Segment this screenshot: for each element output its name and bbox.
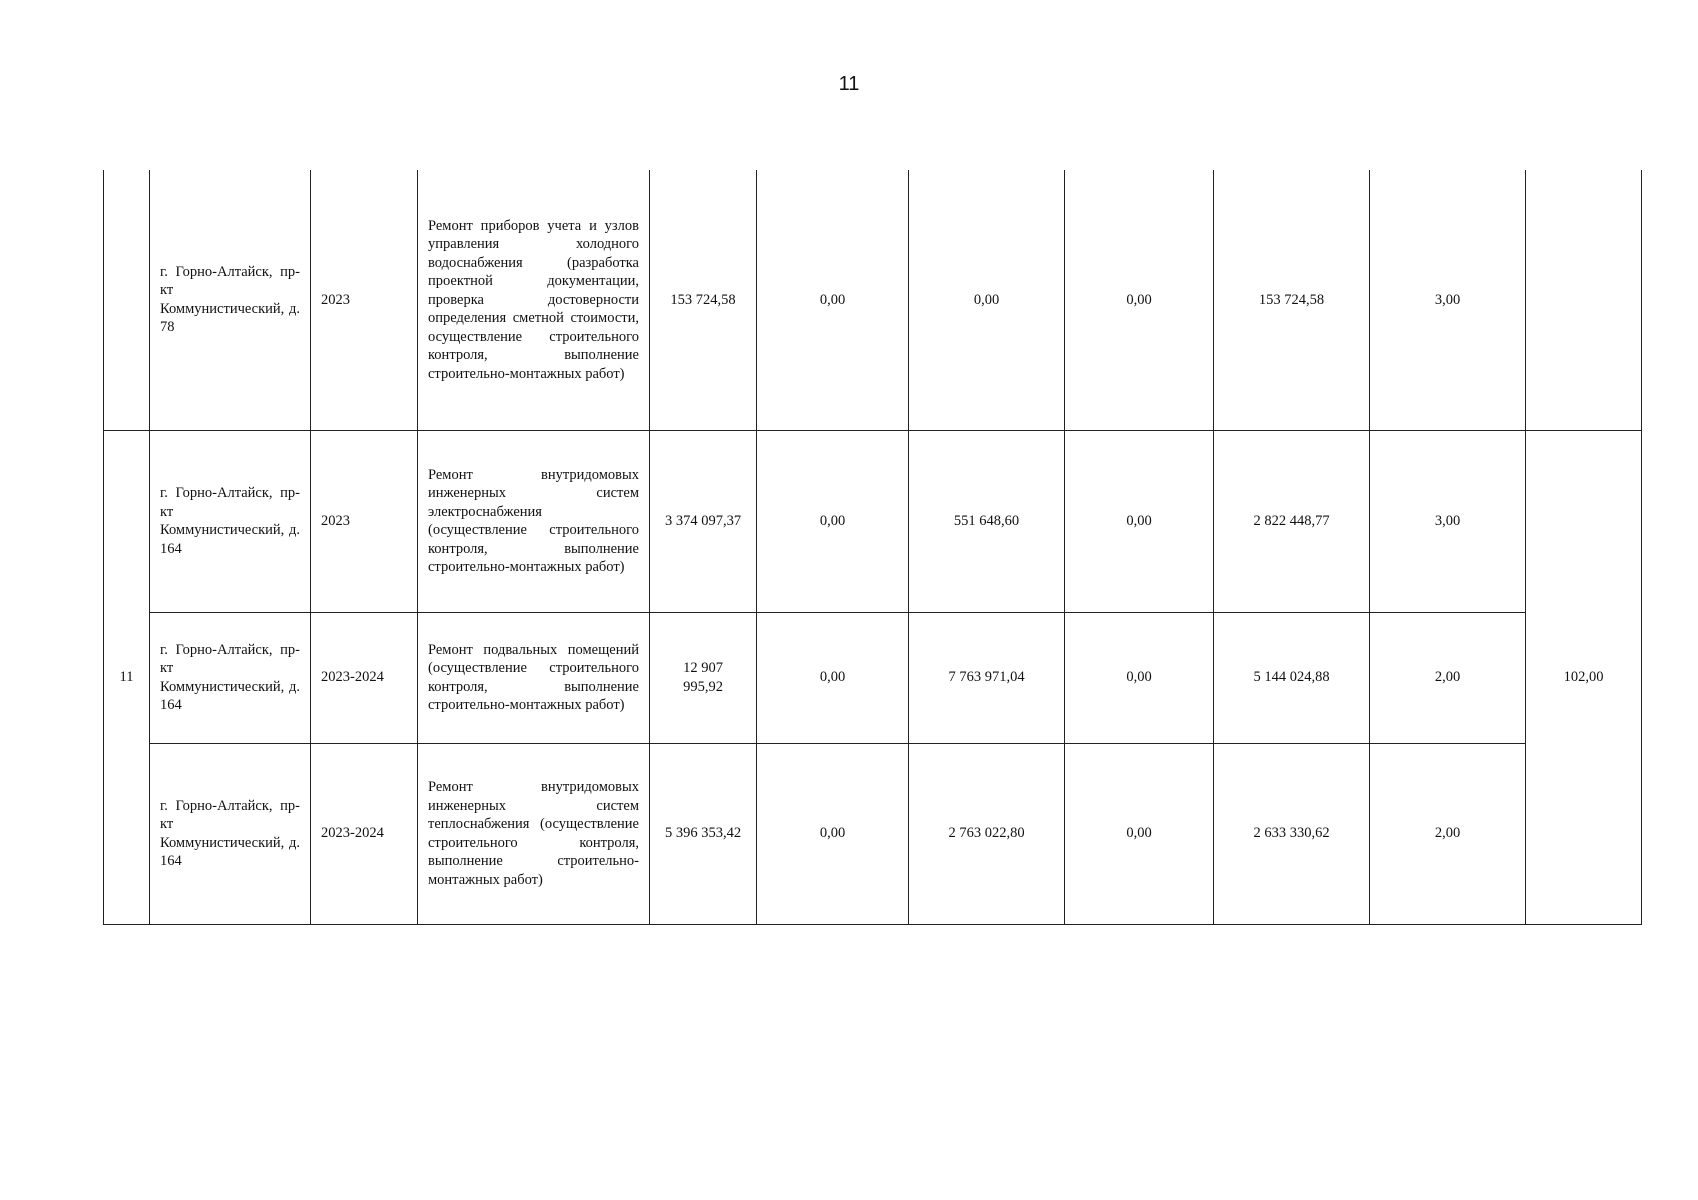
page-number: 11 (838, 73, 860, 95)
value-cell-5: 3,00 (1370, 170, 1526, 430)
value-cell-2: 7 763 971,04 (909, 612, 1065, 743)
total-cost-cell (650, 612, 757, 743)
address-cell: г. Горно-Алтайск, пр-кт Коммунистический, д. 164 (150, 430, 311, 612)
value-cell-3: 0,00 (1065, 170, 1214, 430)
value-cell-4: 2 822 448,77 (1214, 430, 1370, 612)
period-cell: 2023-2024 (311, 743, 418, 924)
table-row (104, 430, 1642, 612)
total-cost-cell: 153 724,58 (650, 170, 757, 430)
value-cell-5: 2,00 (1370, 612, 1526, 743)
value-cell-1: 0,00 (757, 170, 909, 430)
value-cell-1: 0,00 (757, 612, 909, 743)
work-description-cell: Ремонт приборов учета и узлов управления холодного водоснабжения (разработка проектной документации, проверка достоверности определения сметной стоимости, осуществление строительного контроля, выполнение строительно-монтажных работ) (418, 170, 650, 430)
value-cell-2: 2 763 022,80 (909, 743, 1065, 924)
address-cell: г. Горно-Алтайск, пр-кт Коммунистический, д. 164 (150, 612, 311, 743)
row-number-cell (104, 170, 150, 430)
total-cost-value: 12 907 995,92 (683, 660, 723, 695)
total-cost-cell: 3 374 097,37 (650, 430, 757, 612)
address-cell: г. Горно-Алтайск, пр-кт Коммунистический, д. 78 (150, 170, 311, 430)
value-cell-4: 153 724,58 (1214, 170, 1370, 430)
work-description-cell: Ремонт внутридомовых инженерных систем теплоснабжения (осуществление строительного контроля, выполнение строительно-монтажных работ) (418, 743, 650, 924)
row-number-cell: 11 (104, 430, 150, 924)
capital-repair-table (103, 170, 1642, 925)
period-cell: 2023 (311, 170, 418, 430)
value-cell-3: 0,00 (1065, 430, 1214, 612)
group-total-cell: 102,00 (1526, 430, 1642, 924)
value-cell-1: 0,00 (757, 430, 909, 612)
value-cell-1: 0,00 (757, 743, 909, 924)
value-cell-3: 0,00 (1065, 743, 1214, 924)
value-cell-2: 0,00 (909, 170, 1065, 430)
table-row (104, 612, 1642, 743)
period-cell: 2023 (311, 430, 418, 612)
table-row (104, 743, 1642, 924)
group-total-cell (1526, 170, 1642, 430)
value-cell-4: 2 633 330,62 (1214, 743, 1370, 924)
value-cell-5: 2,00 (1370, 743, 1526, 924)
work-description-cell: Ремонт подвальных помещений (осуществление строительного контроля, выполнение строительно-монтажных работ) (418, 612, 650, 743)
value-cell-3: 0,00 (1065, 612, 1214, 743)
work-description-cell: Ремонт внутридомовых инженерных систем электроснабжения (осуществление строительного контроля, выполнение строительно-монтажных работ) (418, 430, 650, 612)
period-cell: 2023-2024 (311, 612, 418, 743)
total-cost-cell: 5 396 353,42 (650, 743, 757, 924)
address-cell: г. Горно-Алтайск, пр-кт Коммунистический, д. 164 (150, 743, 311, 924)
value-cell-5: 3,00 (1370, 430, 1526, 612)
value-cell-2: 551 648,60 (909, 430, 1065, 612)
value-cell-4: 5 144 024,88 (1214, 612, 1370, 743)
table-row (104, 170, 1642, 430)
